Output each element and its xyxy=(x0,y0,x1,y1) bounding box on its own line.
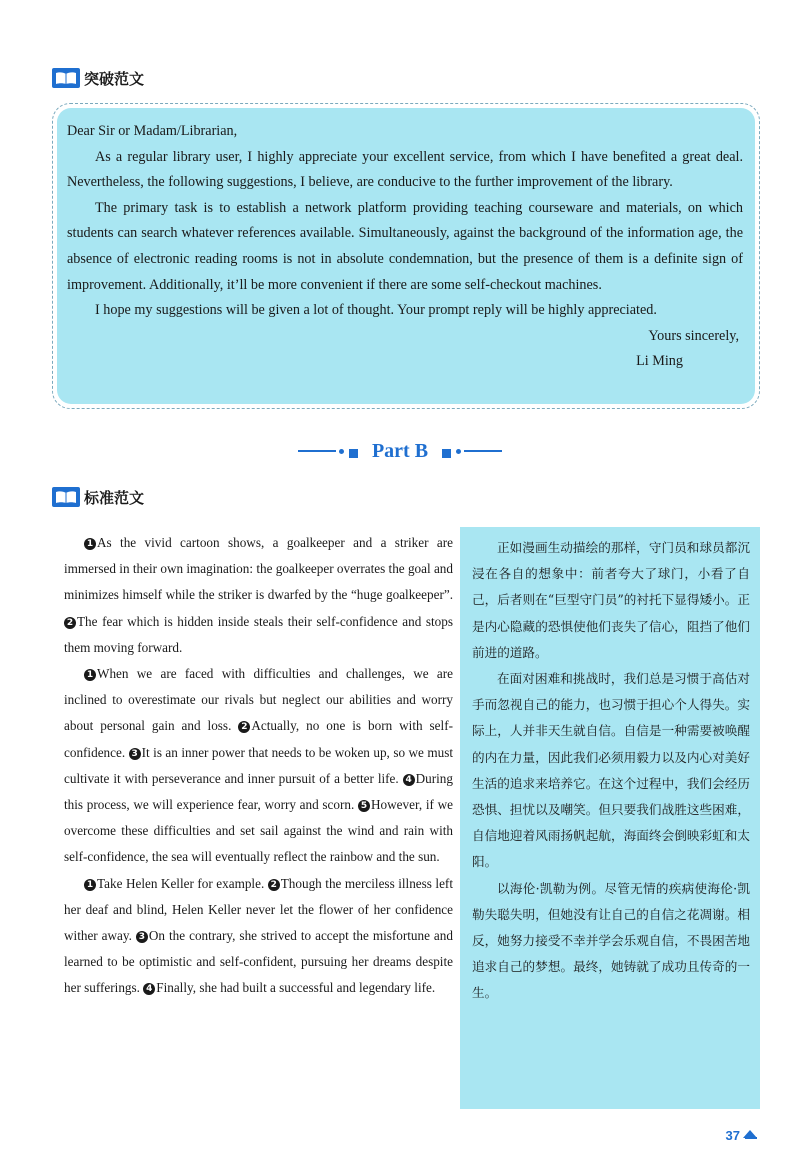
translation-paragraph: 在面对困难和挑战时，我们总是习惯于高估对手而忽视自己的能力，也习惯于担心个人得失。实际上，人并非天生就自信。自信是一种需要被唤醒的内在力量，因此我们必须用毅力以及内心对美好生活的追求来培养它。在这个过程中，我们会经历恐惧、担忧以及嘲笑。但只要我们战胜这些困难，自信地迎着风雨扬帆起航，海面终会倒映彩虹和太阳。 xyxy=(472,671,750,870)
letter-paragraph: I hope my suggestions will be given a lot of thought. Your prompt reply will be highly appreciated. xyxy=(95,302,657,319)
sentence-number-badge: 3 xyxy=(129,748,141,760)
sentence-number-badge: 1 xyxy=(84,538,96,550)
sentence-number-badge: 3 xyxy=(136,931,148,943)
divider-dot xyxy=(456,449,461,454)
part-title: Part B xyxy=(371,439,429,462)
essay-sentence: When we are faced with difficulties and challenges, we are inclined to overestimate our rivals but neglect our abilities and worry about personal gain and loss. xyxy=(64,666,453,734)
sentence-number-badge: 2 xyxy=(238,721,250,733)
essay-paragraph xyxy=(64,871,453,1002)
essay-sentence: The fear which is hidden inside steals their self-confidence and stops them moving forward. xyxy=(64,613,453,655)
sentence-number-badge: 4 xyxy=(403,774,415,786)
translation-paragraph: 正如漫画生动描绘的那样，守门员和球员都沉浸在各自的想象中：前者夸大了球门，小看了自己，后者则在“巨型守门员”的衬托下显得矮小。正是内心隐藏的恐惧使他们丧失了信心，阻挡了他们前进的道路。 xyxy=(472,540,750,660)
book-icon xyxy=(52,68,80,88)
book-icon xyxy=(52,487,80,507)
page-number-text: 37 xyxy=(725,1128,740,1143)
letter-paragraph: The primary task is to establish a network platform providing teaching courseware and materials, on which students can search whatever references available. Simultaneously, against the background of the information age, the absence of electronic reading rooms is not in absolute condemnation, but the presence of them is a definite sign of improvement. Additionally, it’ll be more convenient if there are some self-checkout machines. xyxy=(67,199,743,293)
essay-paragraph xyxy=(64,661,453,871)
part-b-divider xyxy=(0,437,800,465)
divider-square-icon xyxy=(442,449,451,458)
letter-box xyxy=(52,103,760,409)
essay-sentence: Though the merciless illness left her deaf and blind, Helen Keller never let the flower of her confidence wither away. xyxy=(64,875,453,944)
divider-square-icon xyxy=(349,449,358,458)
letter-closing: Yours sincerely, xyxy=(648,327,739,344)
essay-sentence: However, if we overcome these difficulties and set sail against the wind and rain with self-confidence, the sea will eventually reflect the rainbow and the sun. xyxy=(64,797,453,865)
divider-dot xyxy=(339,449,344,454)
essay-sentence: Take Helen Keller for example. xyxy=(97,875,268,891)
page-number xyxy=(726,1128,758,1143)
section-heading-breakthrough xyxy=(52,67,144,89)
sentence-number-badge: 1 xyxy=(84,669,96,681)
essay-sentence: Finally, she had built a successful and legendary life. xyxy=(156,980,436,996)
divider-line xyxy=(298,450,336,452)
section-title: 标准范文 xyxy=(84,488,145,507)
essay-sentence: On the contrary, she strived to accept the misfortune and learned to be optimistic and self-confident, pursuing her dreams despite her sufferings. xyxy=(64,928,453,996)
letter-signature: Li Ming xyxy=(636,353,683,370)
page-corner-icon xyxy=(742,1128,758,1143)
section-title: 突破范文 xyxy=(84,69,145,88)
essay-sentence: Actually, no one is born with self-confidence. xyxy=(64,718,453,760)
translation-paragraph: 以海伦·凯勒为例。尽管无情的疾病使海伦·凯勒失聪失明，但她没有让自己的自信之花凋谢。相反，她努力接受不幸并学会乐观自信，不畏困苦地追求自己的梦想。最终，她铸就了成功且传奇的一生。 xyxy=(472,880,750,1001)
sentence-number-badge: 5 xyxy=(358,800,370,812)
letter-paragraph: As a regular library user, I highly appreciate your excellent service, from which I have benefited a great deal. Nevertheless, the following suggestions, I believe, are conducive to the further improvement of the library. xyxy=(67,148,743,191)
essay-sentence: It is an inner power that needs to be woken up, so we must cultivate it with perseverance and inner pursuit of a better life. xyxy=(64,744,454,786)
essay-sentence: During this process, we will experience fear, worry and scorn. xyxy=(64,770,453,813)
sentence-number-badge: 2 xyxy=(64,617,76,629)
essay-translation xyxy=(460,527,760,1109)
essay-paragraph xyxy=(64,530,453,661)
letter-salutation: Dear Sir or Madam/Librarian, xyxy=(67,123,238,139)
sentence-number-badge: 1 xyxy=(84,879,96,891)
essay-sentence: As the vivid cartoon shows, a goalkeeper and a striker are immersed in their own imagination: the goalkeeper overrates the goal and minimizes himself while the striker is dwarfed by the “huge goalkeeper”. xyxy=(64,535,453,603)
essay-english xyxy=(64,530,453,1002)
sentence-number-badge: 4 xyxy=(143,983,155,995)
divider-line xyxy=(464,450,502,452)
section-heading-standard xyxy=(52,486,144,508)
letter-content xyxy=(57,108,755,404)
sentence-number-badge: 2 xyxy=(268,879,280,891)
